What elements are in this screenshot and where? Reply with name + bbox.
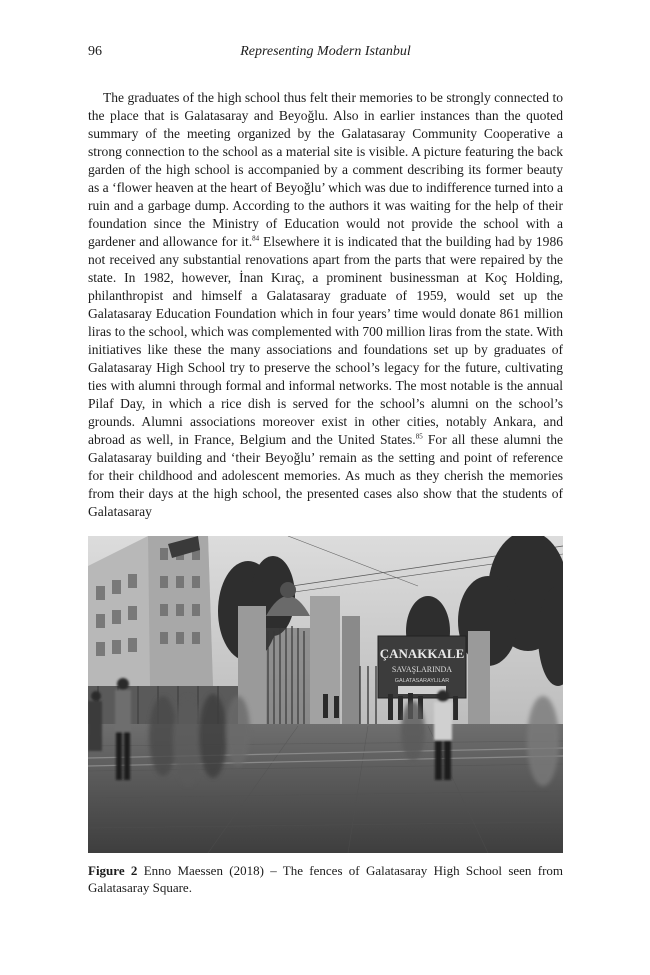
body-paragraph [88, 89, 563, 521]
footnote-ref-84[interactable]: 84 [252, 234, 260, 243]
figure-caption [88, 862, 563, 896]
figure-photo [88, 536, 563, 853]
banner-line-2: SAVAŞLARINDA [391, 665, 453, 674]
footnote-ref-85[interactable]: 85 [415, 432, 423, 441]
caption-text: Enno Maessen (2018) – The fences of Galatasaray High School seen from Galatasaray Square. [88, 863, 564, 895]
banner-line-1: ÇANAKKALE [379, 646, 465, 661]
banner [378, 636, 466, 698]
paragraph-segment-1: The graduates of the high school thus felt their memories to be strongly connected to the place that is Galatasaray and Beyoğlu. Also in earlier instances than the quoted summary of the meeting organized by the Galatasaray Community Cooperative a strong connection to the school as a material site is visible. A picture featuring the back garden of the high school is accompanied by a comment describing its former beauty as a ‘flower heaven at the heart of Beyoğlu’ which was due to indifference turned into a ruin and a garbage dump. According to the authors it was waiting for the help of their foundation since the Ministry of Education would not provide the school with a gardener and allowance for it. [88, 90, 563, 249]
page-number: 96 [88, 44, 102, 59]
figure-label: Figure 2 [88, 863, 138, 878]
galatasaray-gate-photo [88, 536, 563, 853]
paragraph-segment-2: Elsewhere it is indicated that the building had by 1986 not received any substantial renovations apart from the parts that were repaired by the state. In 1982, however, İnan Kıraç, a prominent businessman at Koç Holding, philanthropist and himself a Galatasaray graduate of 1959, would set up the Galatasaray Education Foundation which in four years’ time would donate 861 million liras to the school, which was complemented with 700 million liras from the state. With initiatives like these the many associations and foundations set up by graduates of Galatasaray High School try to preserve the school’s legacy for the future, cultivating ties with alumni through formal and informal networks. The most notable is the annual Pilaf Day, in which a rice dish is served for the school’s alumni on the school’s grounds. Alumni associations moreover exist in other cities, notably Ankara, and abroad as well, in France, Belgium and the United States. [88, 234, 563, 447]
page-header [88, 44, 563, 64]
banner-line-3: GALATASARAYLILAR [394, 678, 450, 684]
running-title: Representing Modern Istanbul [240, 44, 411, 59]
paragraph-segment-3: For all these alumni the Galatasaray building and ‘their Beyoğlu’ remain as the setting and point of reference for their childhood and adolescent memories. As much as they cherish the memories from their days at the high school, the presented cases also show that the students of Galatasaray [88, 432, 564, 519]
